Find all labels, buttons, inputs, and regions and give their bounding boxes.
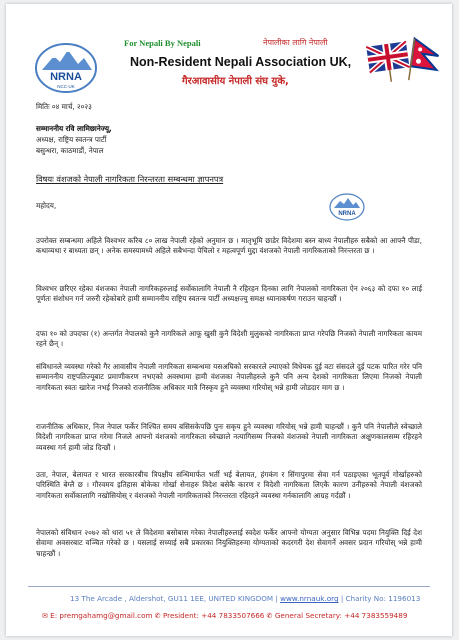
svg-text:NCC-UK: NCC-UK	[57, 84, 75, 89]
paragraph-4: संविधानले व्यवस्था गरेको गैर आवासीय नेपाली नागरिकता सम्बन्धमा यसअघिको सरकारले ल्याएको विधेयक दुई वटा संसदले दुई पटक पारित गरेर पनि सम्माननीय राष्ट्रपतिज्यूबाट प्रमाणीकरण नभएको अवस्थामा हामी वंशजका नेपालीहरुले कुनै पनि अन्य देशको नागरिकता लिएमा निजको नेपाली नागरिकता स्वतः खारेज नभई निजको राजनीतिक अधिकार मात्रै निस्कृय हुने व्यवस्था गरियोस् भन्ने हामी जोडदार माग छ ।	[36, 362, 422, 392]
footer-secretary-phone: General Secretary: +44 7383559489	[274, 611, 408, 620]
svg-text:NRNA: NRNA	[50, 71, 82, 83]
paragraph-3: दफा १० को उपदफा (१) अन्तर्गत नेपालको कुनै नागरिकले आफू खुसी कुनै विदेशी मुलुकको नागरिकता प्राप्त गरेपछि निजको नेपाली नागरिकता कायम रहने छैन् ।	[36, 329, 422, 349]
phone-icon: ✆	[266, 612, 273, 620]
footer-charity-number: | Charity No: 1196013	[340, 594, 421, 603]
nrna-stamp-logo	[328, 192, 366, 222]
footer-address: 13 The Arcade , Aldershot, GU11 1EE, UNITED KINGDOM |	[70, 594, 278, 603]
letter-page	[6, 4, 452, 636]
svg-text:NRNA: NRNA	[338, 211, 356, 217]
paragraph-1: उपरोक्त सम्बन्धमा अहिले विश्वभर करिब ८० लाख नेपाली रहेको अनुमान छ । मातृभूमि छाडेर विदेशमा बस्न बाध्य नेपालीहरु सबैको आ आफ्नै पीडा, कथाव्यथा र बाध्यता छन् । अनेक समस्यामध्ये अहिले सबैभन्दा पेचिलो र महत्वपूर्ण मुद्दा वंशजको नेपाली नागरिकताको निरन्तरता छ ।	[36, 236, 422, 256]
phone-icon: ✆	[154, 612, 161, 620]
tagline-nepali: नेपालीका लागि नेपाली	[263, 38, 328, 47]
paragraph-6: उता, नेपाल, बेलायत र भारत सरकारबीच त्रिपक्षीय सन्धिमार्फत भर्ती भई बेलायत, हंगकंग र सिंगापुरमा सेवा गर्न पठाइएका भूतपूर्व गोर्खाहरुको परिस्थिति बेग्लै छ । गौरवमय इतिहास बोकेका गोर्खा सेनाहरु विदेश बसेकै कारण र विदेशी नागरिकता लिएकै कारण उनीहरुको नेपाली वंशजको नागरिकता सर्वोकालागि नखोसियोस् र वंशजको नेपाली नागरिकताको निरन्तरता रहिरहने व्यवस्था गर्नकालागि आग्रह गर्दछौं ।	[36, 470, 422, 500]
nrna-logo	[28, 36, 106, 96]
recipient-title: अध्यक्ष, राष्ट्रिय स्वतन्त्र पार्टी	[36, 135, 107, 144]
paragraph-7: नेपालको संविधान २०७२ को धारा ५१ ले विदेशमा बसोबास गरेका नेपालीहरुलाई स्वदेश फर्केर आफ्नो योग्यता अनुसार विभिन्न पदमा नियुक्ति दिई देश सेवामा अवसरबाट वञ्चित गरेको छ । यसलाई सच्याई सबै प्रकारका नियुक्तिहरुमा योग्यताको कदरगरी देश सेवागर्ने अवसर प्रदान गरियोस् भन्ने हामी चाहन्छौं ।	[36, 528, 422, 558]
footer-email[interactable]: E: premgahamg@gmail.com	[50, 611, 153, 620]
organization-name: Non-Resident Nepali Association UK,	[130, 55, 352, 69]
footer-address-line	[70, 594, 420, 603]
footer-contact-line	[42, 611, 407, 620]
letter-date: मितिः ०४ मार्च, २०२३	[36, 102, 92, 111]
paragraph-2: विश्वभर छरिएर रहेका वंशजका नेपाली नागरिकहरुलाई सर्वोकालागि नेपाली नै रहिरहन दिनका लागि नेपालको नागरिकता ऐन २०६३ को दफा १० लाई पूर्णतः संशोधन गर्न जरुरी रहेकोबारे हामी सम्माननीय राष्ट्रिय स्वतन्त्र पार्टी अध्यक्षज्यु समक्ष ध्यानाकर्षण गराउन चाहन्छौं ।	[36, 284, 422, 304]
paragraph-5: राजनीतिक अधिकार, निज नेपाल फर्केर निश्चित समय बसिसकेपछि पुनः सकृय हुने व्यवस्था गरियोस् भन्ने हामी चाहन्छौं । कुनै पनि नेपालीले स्वेच्छाले विदेशी नागरिकता प्राप्त गरेमा निजले आफ्नो वंशजको नागरिकता स्वेच्छाले नत्यागिसम्म निजको वंशजको नेपाली नागरिकता अक्षुणकालसम्म रहिरहने व्यवस्था गर्न हामी जोड दिन्छौं ।	[36, 422, 422, 452]
flags-image	[366, 36, 442, 82]
email-icon: ✉	[42, 612, 48, 620]
recipient-name: सम्माननीय रवि लामिछानेज्यू,	[36, 124, 112, 133]
footer-website-link[interactable]: www.nrnauk.org	[280, 594, 339, 603]
organization-name-nepali: गैरआवासीय नेपाली संघ युके,	[182, 76, 289, 87]
footer-president-phone: President: +44 7833507666	[162, 611, 265, 620]
tagline-english: For Nepali By Nepali	[124, 38, 201, 48]
footer-divider	[28, 586, 430, 587]
recipient-address: बसुन्धरा, काठमाडौं, नेपाल	[36, 146, 104, 155]
letter-subject: विषयः वंशजको नेपाली नागरिकता निरन्तरता सम्बन्धमा ज्ञापनपत्र	[36, 174, 224, 184]
salutation: महोदय,	[36, 201, 57, 210]
